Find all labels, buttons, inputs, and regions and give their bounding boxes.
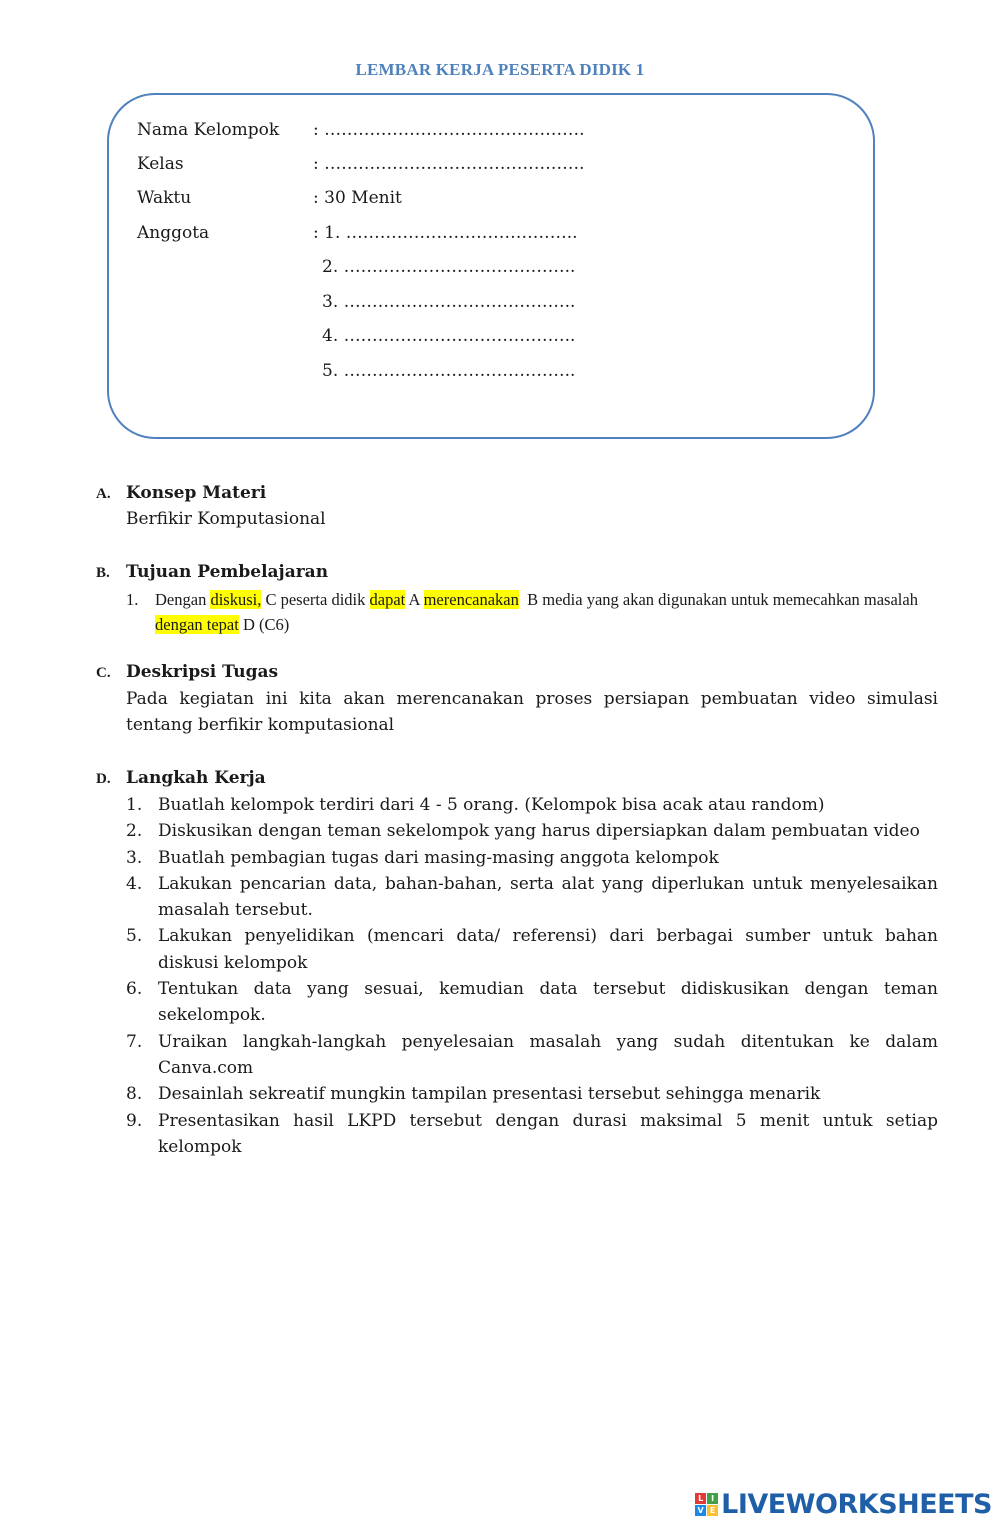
member-field-5[interactable]: 5. ………………………………….. xyxy=(322,361,576,381)
logo-cell: L xyxy=(695,1493,706,1504)
step-text: Tentukan data yang sesuai, kemudian data tersebut didiskusikan dengan teman sekelompok. xyxy=(158,979,938,1026)
highlight-precisely: dengan tepat xyxy=(155,615,239,634)
list-item xyxy=(126,1081,938,1107)
step-number: 2. xyxy=(126,821,143,842)
section-c-title: Deskripsi Tugas xyxy=(126,662,279,682)
objective-part: B media yang akan digunakan untuk memecahkan masalah xyxy=(518,590,923,609)
section-c-letter: C. xyxy=(96,665,111,681)
member-field-2[interactable]: 2. ………………………………….. xyxy=(322,257,576,277)
step-number: 4. xyxy=(126,873,143,894)
section-b-letter: B. xyxy=(96,565,110,581)
step-number: 6. xyxy=(126,979,143,1000)
objective-part: A xyxy=(405,590,424,609)
list-item xyxy=(126,792,938,818)
objective-text xyxy=(155,587,936,637)
logo-cell: E xyxy=(707,1505,718,1516)
time-value: : 30 Menit xyxy=(313,188,402,208)
step-number: 1. xyxy=(126,795,143,815)
group-name-field[interactable]: : ………………………………………. xyxy=(313,120,585,140)
step-number: 7. xyxy=(126,1031,143,1052)
section-b-heading xyxy=(96,560,328,585)
section-d-letter: D. xyxy=(96,771,111,787)
step-text: Lakukan pencarian data, bahan-bahan, serta alat yang diperlukan untuk menyelesaikan masalah tersebut. xyxy=(158,873,938,921)
list-item xyxy=(126,871,938,924)
logo-cell: I xyxy=(707,1493,718,1504)
list-item xyxy=(126,1029,938,1082)
list-item xyxy=(126,1108,938,1161)
step-text: Lakukan penyelidikan (mencari data/ referensi) dari berbagai sumber untuk bahan diskusi kelompok xyxy=(158,926,938,973)
steps-list xyxy=(126,792,938,1160)
members-label: Anggota xyxy=(137,223,210,243)
objective-part: C peserta didik xyxy=(261,590,370,609)
step-number: 5. xyxy=(126,926,143,947)
section-a-letter: A. xyxy=(96,486,111,502)
objective-part: Dengan xyxy=(155,590,211,609)
step-text: Uraikan langkah-langkah penyelesaian masalah yang sudah ditentukan ke dalam Canva.com xyxy=(158,1031,938,1078)
logo-text: LIVEWORKSHEETS xyxy=(721,1488,992,1520)
section-c-heading xyxy=(96,660,278,685)
section-a-text: Berfikir Komputasional xyxy=(126,509,326,529)
logo-grid-icon xyxy=(695,1493,718,1516)
step-number: 9. xyxy=(126,1110,143,1131)
section-d-heading xyxy=(96,766,266,791)
step-text: Buatlah kelompok terdiri dari 4 - 5 orang. (Kelompok bisa acak atau random) xyxy=(158,795,825,815)
highlight-can: dapat xyxy=(369,590,406,609)
list-item xyxy=(126,923,938,976)
section-b-title: Tujuan Pembelajaran xyxy=(126,562,329,582)
highlight-discussion: diskusi, xyxy=(210,590,262,609)
list-item xyxy=(126,976,938,1029)
step-text: Buatlah pembagian tugas dari masing-masing anggota kelompok xyxy=(158,847,719,868)
objective-number: 1. xyxy=(126,590,139,609)
member-field-3[interactable]: 3. ………………………………….. xyxy=(322,292,576,312)
group-name-label: Nama Kelompok xyxy=(137,120,280,140)
class-label: Kelas xyxy=(137,154,184,174)
section-c-text: Pada kegiatan ini kita akan merencanakan proses persiapan pembuatan video simulasi tentang berfikir komputasional xyxy=(126,689,938,735)
step-text: Diskusikan dengan teman sekelompok yang harus dipersiapkan dalam pembuatan video xyxy=(158,821,920,842)
list-item xyxy=(126,818,938,844)
step-text: Presentasikan hasil LKPD tersebut dengan durasi maksimal 5 menit untuk setiap kelompok xyxy=(158,1110,938,1157)
highlight-plan: merencanakan xyxy=(423,590,519,609)
section-a-title: Konsep Materi xyxy=(126,483,267,503)
objective-item xyxy=(126,587,936,637)
member-field-1[interactable]: : 1. ………………………………….. xyxy=(313,223,578,243)
liveworksheets-logo[interactable] xyxy=(695,1489,992,1519)
section-d-title: Langkah Kerja xyxy=(126,768,266,788)
step-number: 3. xyxy=(126,847,143,868)
member-field-4[interactable]: 4. ………………………………….. xyxy=(322,326,576,346)
logo-cell: V xyxy=(695,1505,706,1516)
list-item xyxy=(126,845,938,871)
objective-part: D (C6) xyxy=(238,615,290,634)
class-field[interactable]: : ………………………………………. xyxy=(313,154,585,174)
time-label: Waktu xyxy=(137,188,192,208)
section-a-heading xyxy=(96,481,266,506)
step-text: Desainlah sekreatif mungkin tampilan presentasi tersebut sehingga menarik xyxy=(158,1084,821,1105)
step-number: 8. xyxy=(126,1084,143,1105)
page-title: LEMBAR KERJA PESERTA DIDIK 1 xyxy=(355,60,645,79)
